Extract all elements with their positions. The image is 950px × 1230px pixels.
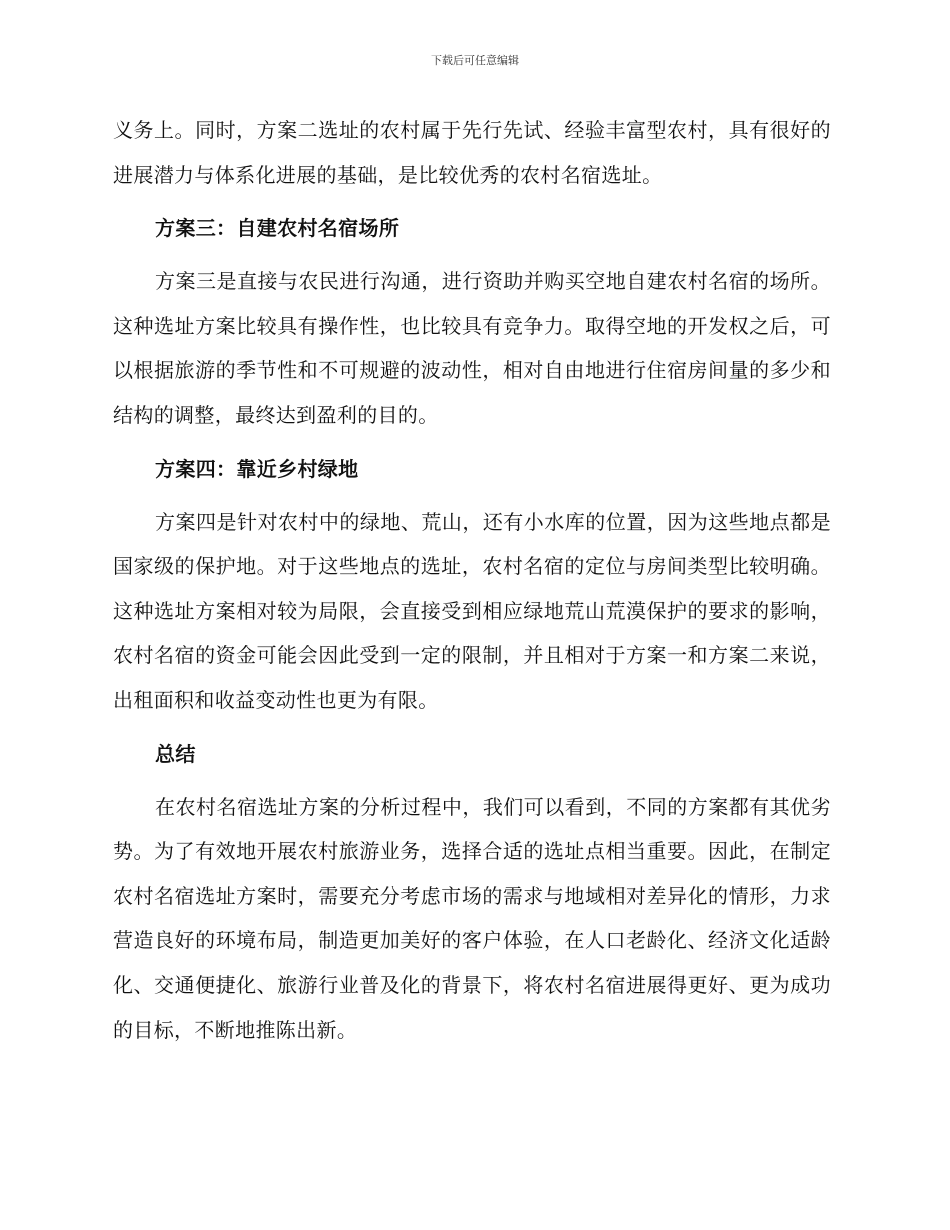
paragraph-plan-four: 方案四是针对农村中的绿地、荒山，还有小水库的位置，因为这些地点都是国家级的保护地。对于这些地点的选址，农村名宿的定位与房间类型比较明确。这种选址方案相对较为局限，会直接受到相应绿地荒山荒漠保护的要求的影响，农村名宿的资金可能会因此受到一定的限制，并且相对于方案一和方案二来说，出租面积和收益变动性也更为有限。 <box>113 509 831 712</box>
paragraph-plan-three: 方案三是直接与农民进行沟通，进行资助并购买空地自建农村名宿的场所。这种选址方案比较具有操作性，也比较具有竞争力。取得空地的开发权之后，可以根据旅游的季节性和不可规避的波动性，相对自由地进行住宿房间量的多少和结构的调整，最终达到盈利的目的。 <box>113 269 831 427</box>
section-heading-summary: 总结 <box>155 741 196 766</box>
section-heading-plan-three: 方案三：自建农村名宿场所 <box>155 216 400 241</box>
section-heading-plan-four: 方案四：靠近乡村绿地 <box>155 456 359 481</box>
document-body <box>113 108 831 1052</box>
page-header: 下载后可任意编辑 <box>431 54 519 67</box>
paragraph-continuation: 义务上。同时，方案二选址的农村属于先行先试、经验丰富型农村，具有很好的进展潜力与体系化进展的基础，是比较优秀的农村名宿选址。 <box>113 118 831 187</box>
paragraph-summary: 在农村名宿选址方案的分析过程中，我们可以看到，不同的方案都有其优劣势。为了有效地开展农村旅游业务，选择合适的选址点相当重要。因此，在制定农村名宿选址方案时，需要充分考虑市场的需求与地域相对差异化的情形，力求营造良好的环境布局，制造更加美好的客户体验，在人口老龄化、经济文化适龄化、交通便捷化、旅游行业普及化的背景下，将农村名宿进展得更好、更为成功的目标，不断地推陈出新。 <box>113 794 831 1042</box>
